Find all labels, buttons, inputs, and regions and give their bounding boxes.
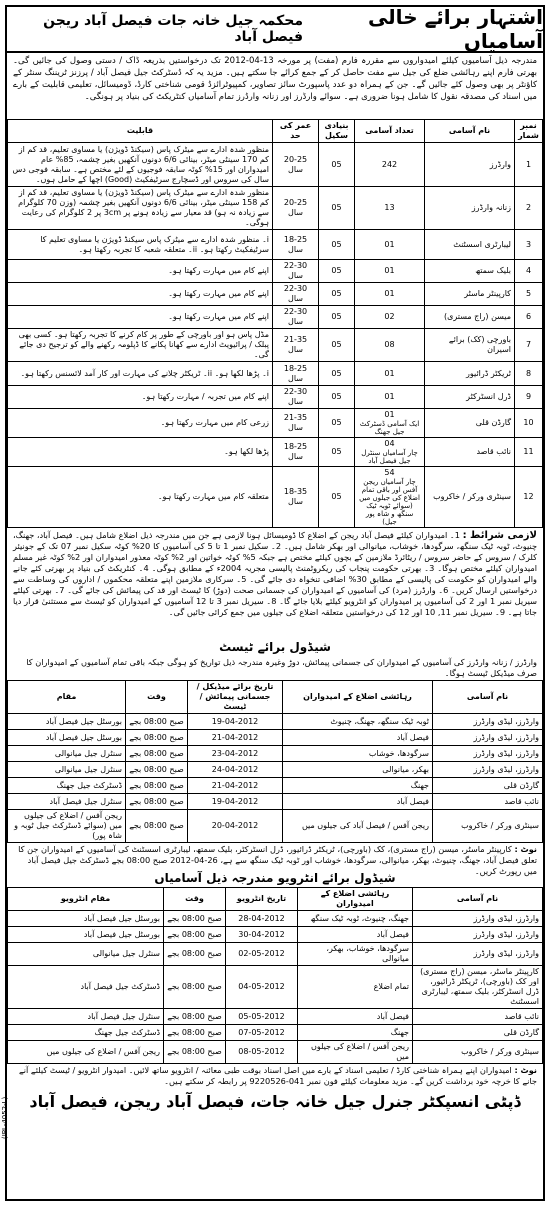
count-cell [355,260,425,283]
note-2-label: نوٹ : [514,1065,537,1075]
qualification-cell-text: i۔ پڑھا لکھا ہو۔ ii۔ ٹریکٹر چلانے کی مہارت اور کار آمد لائسنس رکھتا ہو۔ [20,368,269,378]
table-row [8,746,543,762]
serial-cell [515,438,543,467]
count-cell [355,306,425,329]
post-cell-text: کارپینٹر ماسٹر [464,289,511,298]
age-cell [273,362,319,386]
count-cell [355,143,425,187]
qualification-cell-text: منظور شدہ ادارے سے میٹرک پاس (سیکنڈ ڈویژن) یا مساوی تعلیم، قد کم از کم 158 سینٹی میٹر، بینائی 6/6 دونوں آنکھیں بغیر چشمہ (وزن 70 کلوگرام سے زیادہ نہ ہو) قد معیار سے زیادہ ہونے پر 3cm پر 2 کلوگرام کی رعایت ہوگی۔ [18,188,269,227]
scale-cell-text: 05 [331,340,342,349]
post-cell: وارڈرز، لیڈی وارڈرز [413,911,543,927]
count-cell-text: 01 [384,410,395,419]
post-cell: سینٹری ورکر / خاکروب [433,810,543,843]
header-serial: نمبر شمار [515,120,543,143]
post-cell-text: نائب قاصد [476,447,511,456]
table-row [8,230,543,260]
venue-cell: سنٹرل جیل میانوالی [8,762,126,778]
test-header-venue: مقام [8,681,126,714]
district-cell: ریجن آفس / اضلاع کی جیلوں میں [298,1041,413,1064]
table-row [8,386,543,409]
table-row [8,943,543,966]
scale-cell [319,143,355,187]
venue-cell: ڈسٹرکٹ جیل جھنگ [8,778,126,794]
interview-header-row [8,888,543,911]
age-cell-text: 22-30 سال [283,261,308,280]
post-cell [425,467,515,528]
count-cell-text: 02 [384,312,395,321]
age-cell [273,306,319,329]
count-cell [355,467,425,528]
time-cell: صبح 08:00 بجے [164,1025,226,1041]
post-cell-text: سینٹری ورکر / خاکروب [433,492,511,501]
age-cell [273,230,319,260]
serial-cell-text: 7 [525,340,532,349]
age-cell [273,438,319,467]
serial-cell [515,306,543,329]
post-cell [425,260,515,283]
post-cell: وارڈرز، لیڈی وارڈرز [413,943,543,966]
venue-cell: بورسٹل جیل فیصل آباد [8,927,164,943]
qualification-cell-text: زرعی کام میں مہارت رکھتا ہو۔ [160,418,269,427]
serial-cell-text: 12 [523,492,534,501]
header-post: نام آسامی [425,120,515,143]
time-cell: صبح 08:00 بجے [126,794,188,810]
count-cell-text: 01 [384,239,395,249]
test-schedule-table [7,680,543,843]
table-row [8,730,543,746]
conditions-paragraph [7,528,543,638]
date-cell: 20-04-2012 [188,810,283,843]
count-cell-text: 08 [384,340,395,349]
age-cell [273,467,319,528]
count-cell [355,409,425,438]
qualification-cell-text: منظور شدہ ادارے سے میٹرک پاس (سیکنڈ ڈویژن) یا مساوی تعلیم، قد کم از کم 170 سینٹی میٹر، بینائی 6/6 دونوں آنکھیں بغیر چشمہ، 85% عام امیدواران اور 15% کوٹہ سابقہ فوجیوں کے لئے مختص ہے۔ سابقہ فوجی دس سال کی سروس اور ڈسچارج سرٹیفکیٹ (Good) اچھا کے حامل ہوں۔ [12,144,269,184]
serial-cell [515,409,543,438]
interview-schedule-table [7,887,543,1064]
post-cell: وارڈرز، لیڈی وارڈرز [433,762,543,778]
serial-cell-text: 9 [525,392,532,401]
table-row [8,714,543,730]
table-row [8,927,543,943]
test-header-date: تاریخ برائے میڈیکل / جسمانی پیمائش / ٹیسٹ [188,681,283,714]
post-cell: وارڈرز، لیڈی وارڈرز [433,714,543,730]
age-cell-text: 18-25 سال [283,442,308,461]
date-cell: 19-04-2012 [188,714,283,730]
age-cell [273,143,319,187]
date-cell: 02-05-2012 [226,943,298,966]
interview-header-date: تاریخ انٹرویو [226,888,298,911]
scale-cell-text: 05 [331,418,342,427]
age-cell [273,283,319,306]
district-cell: فیصل آباد [283,730,433,746]
qualification-cell [8,143,273,187]
district-cell: ٹوبہ ٹیک سنگھ، جھنگ، چنیوٹ [283,714,433,730]
scale-cell [319,283,355,306]
post-cell: نائب قاصد [433,794,543,810]
date-cell: 19-04-2012 [188,794,283,810]
serial-cell-text: 1 [525,159,532,169]
qualification-cell [8,306,273,329]
qualification-cell [8,230,273,260]
qualification-cell-text: اپنے کام میں تجربہ / مہارت رکھتا ہو۔ [141,392,269,401]
count-note: چار آسامیاں سنٹرل جیل فیصل آباد [361,449,418,465]
ipl-code: (IPL-4052-L) [1,1096,9,1139]
post-cell: کارپینٹر ماسٹر، میسن (راج مستری) اور کک (باورچی)، ٹریکٹر ڈرائیور، ڈرل انسٹرکٹر، بلیک سمتھ، لیبارٹری اسسٹنٹ [413,966,543,1009]
venue-cell: سنٹرل جیل میانوالی [8,746,126,762]
post-cell [425,143,515,187]
district-cell: جھنگ [298,1025,413,1041]
posts-table [7,119,543,528]
age-cell [273,260,319,283]
conditions-label: لازمی شرائط : [462,530,538,541]
note-2-text: امیدواران اپنے ہمراہ شناختی کارڈ / تعلیمی اسناد کے بارے میں اصل اسناد بوقت طبی معائنہ / انٹرویو ساتھ لائیں۔ امیدوار انٹرویو / ٹیسٹ کیلئے آنے جانے کا خرچہ خود برداشت کریں گے۔ مزید معلومات کیلئے فون نمبر 041-9220526 پر رابطہ کر سکتے ہیں۔ [18,1065,537,1086]
age-cell [273,187,319,230]
count-cell-text: 01 [384,368,395,378]
table-row [8,283,543,306]
post-cell-text: ٹریکٹر ڈرائیور [466,368,511,378]
serial-cell [515,260,543,283]
post-cell [425,283,515,306]
serial-cell [515,187,543,230]
serial-cell-text: 2 [525,203,532,212]
scale-cell [319,260,355,283]
scale-cell [319,362,355,386]
time-cell: صبح 08:00 بجے [164,943,226,966]
venue-cell: سنٹرل جیل میانوالی [8,943,164,966]
date-cell: 21-04-2012 [188,730,283,746]
table-row [8,911,543,927]
ad-subtitle: محکمہ جیل خانہ جات فیصل آباد ریجن فیصل آباد [43,13,304,45]
date-cell: 24-04-2012 [188,762,283,778]
post-cell-text: میسن (راج مستری) [443,312,511,321]
age-cell [273,329,319,362]
age-cell-text: 20-25 سال [283,198,308,217]
serial-cell-text: 6 [525,312,532,321]
header-age: عمر کی حد [273,120,319,143]
serial-cell [515,143,543,187]
scale-cell [319,467,355,528]
scale-cell-text: 05 [331,266,342,275]
scale-cell [319,187,355,230]
post-cell: نائب قاصد [413,1009,543,1025]
qualification-cell [8,260,273,283]
interview-header-district: رہائشی اضلاع کے امیدواران [298,888,413,911]
count-cell [355,329,425,362]
test-header-row [8,681,543,714]
qualification-cell [8,438,273,467]
date-cell: 30-04-2012 [226,927,298,943]
count-cell-text: 01 [384,392,395,401]
qualification-cell [8,386,273,409]
time-cell: صبح 08:00 بجے [164,1009,226,1025]
serial-cell [515,230,543,260]
post-cell [425,438,515,467]
header-count: تعداد آسامی [355,120,425,143]
age-cell-text: 20-25 سال [283,154,308,174]
serial-cell-text: 5 [525,289,532,298]
time-cell: صبح 08:00 بجے [126,746,188,762]
serial-cell-text: 3 [525,239,532,249]
district-cell: جھنگ، چنیوٹ، ٹوبہ ٹیک سنگھ [298,911,413,927]
serial-cell-text: 10 [523,418,534,427]
serial-cell [515,362,543,386]
qualification-cell-text: متعلقہ کام میں مہارت رکھتا ہو۔ [157,492,269,501]
date-cell: 23-04-2012 [188,746,283,762]
ad-title: اشتہار برائے خالی آسامیاں [367,5,543,53]
district-cell: فیصل آباد [298,927,413,943]
age-cell-text: 22-30 سال [283,307,308,326]
serial-cell-text: 4 [525,266,532,275]
count-cell [355,230,425,260]
scale-cell-text: 05 [331,492,342,501]
table-row [8,966,543,1009]
intro-paragraph: مندرجہ ذیل آسامیوں کیلئے امیدواروں سے مقررہ فارم (مفت) پر مورخہ 13-04-2012 تک درخواستیں بذریعہ ڈاک / دستی وصول کی جائیں گی۔ بھرتی فارم اپنے رہائشی ضلع کی جیل سے مفت حاصل کر کے جمع کرائے جا سکتے ہیں۔ مزید یہ کہ ڈسٹرکٹ جیل فیصل آباد / پرزنز ٹریننگ سنٹر کے کاؤنٹر پر بھی وصول کئے جائیں گے۔ جن کے ہمراہ دو عدد پاسپورٹ سائز تصاویر، کمپیوٹرائزڈ قومی شناختی کارڈ، ڈومیسائل، تعلیمی قابلیت کے بارے میں اسناد کی مصدقہ نقول کا شامل ہونا ضروری ہے۔ سوائے وارڈرز اور زنانہ وارڈرز تمام آسامیاں کنٹریکٹ کی بنیاد پر ہونگی۔ [13,56,538,102]
test-header-post: نام آسامی [433,681,543,714]
venue-cell: بورسٹل جیل فیصل آباد [8,911,164,927]
test-header-district: رہائشی اضلاع کے امیدواران [283,681,433,714]
district-cell: تمام اضلاع [298,966,413,1009]
table-row [8,778,543,794]
header-scale: بنیادی سکیل [319,120,355,143]
post-cell [425,362,515,386]
signature: ڈپٹی انسپکٹر جنرل جیل خانہ جات، فیصل آباد ریجن، فیصل آباد [29,1092,521,1111]
age-cell-text: 22-30 سال [283,284,308,303]
venue-cell: ڈسٹرکٹ جیل فیصل آباد [8,966,164,1009]
venue-cell: سنٹرل جیل فیصل آباد [8,794,126,810]
posts-header-row [8,120,543,143]
count-note: ایک آسامی ڈسٹرکٹ جیل جھنگ [359,420,420,436]
post-cell-text: لیبارٹری اسسٹنٹ [453,239,511,249]
time-cell: صبح 08:00 بجے [126,778,188,794]
post-cell-text: باورچی (کک) برائے اسیران [448,335,511,354]
count-cell-text: 04 [384,439,395,448]
count-cell [355,187,425,230]
interview-header-venue: مقام انٹرویو [8,888,164,911]
post-cell: وارڈرز، لیڈی وارڈرز [413,927,543,943]
scale-cell [319,306,355,329]
count-cell [355,438,425,467]
venue-cell: سنٹرل جیل فیصل آباد [8,1009,164,1025]
venue-cell: ڈسٹرکٹ جیل جھنگ [8,1025,164,1041]
table-row [8,438,543,467]
table-row [8,1009,543,1025]
post-cell [425,187,515,230]
qualification-cell-text: اپنے کام میں مہارت رکھتا ہو۔ [168,312,269,321]
time-cell: صبح 08:00 بجے [126,762,188,778]
table-row [8,187,543,230]
post-cell: وارڈرز، لیڈی وارڈرز [433,730,543,746]
scale-cell [319,409,355,438]
count-cell-text: 01 [384,289,395,298]
table-row [8,329,543,362]
interview-header-time: وقت [164,888,226,911]
venue-cell: بورسٹل جیل فیصل آباد [8,714,126,730]
district-cell: فیصل آباد [298,1009,413,1025]
district-cell: سرگودھا، خوشاب [283,746,433,762]
table-row [8,467,543,528]
serial-cell [515,283,543,306]
scale-cell [319,438,355,467]
count-cell [355,283,425,306]
note-1 [7,843,543,876]
table-row [8,762,543,778]
qualification-cell [8,329,273,362]
time-cell: صبح 08:00 بجے [164,966,226,1009]
qualification-cell-text: مڈل پاس ہو اور باورچی کے طور پر کام کرنے کا تجربہ رکھتا ہو۔ کسی بھی پبلک / پرائیویٹ ادارے سے کھانا پکانے کا ڈپلومہ رکھنے والے کو ترجیح دی جائے گی۔ [18,330,269,359]
venue-cell: ریجن آفس / اضلاع کی جیلوں میں [8,1041,164,1064]
venue-cell: ریجن آفس / اضلاع کی جیلوں میں (سوائے ڈسٹرکٹ جیل ٹوبہ و شاہ پور) [8,810,126,843]
note-2 [7,1064,543,1090]
time-cell: صبح 08:00 بجے [126,810,188,843]
advertisement-page [1,5,545,1201]
interview-header-post: نام آسامی [413,888,543,911]
qualification-cell-text: پڑھا لکھا ہو۔ [224,447,269,456]
test-schedule-heading: شیڈول برائے ٹیسٹ [219,640,331,654]
date-cell: 28-04-2012 [226,911,298,927]
count-cell-text: 13 [384,203,395,212]
qualification-cell [8,467,273,528]
post-cell [425,409,515,438]
table-row [8,362,543,386]
header-qualification: قابلیت [8,120,273,143]
post-cell: گارڈن قلی [413,1025,543,1041]
serial-cell [515,467,543,528]
post-cell-text: گارڈن قلی [475,418,511,427]
table-row [8,1025,543,1041]
test-schedule-intro: وارڈرز / زنانہ وارڈرز کی آسامیوں کے امیدواران کی جسمانی پیمائش، دوڑ وغیرہ مندرجہ ذیل تواریخ کو ہوگی جبکہ باقی تمام آسامیوں کے امیدواران کا صرف میڈیکل ٹیسٹ ہوگا۔ [26,657,537,678]
post-cell-text: وارڈرز [489,159,511,169]
date-cell: 05-05-2012 [226,1009,298,1025]
qualification-cell-text: اپنے کام میں مہارت رکھتا ہو۔ [168,266,269,275]
note-1-text: کارپینٹر ماسٹر، میسن (راج مستری)، کک (باورچی)، ٹریکٹر ڈرائیور، ڈرل انسٹرکٹر، بلیک سمتھ، لیبارٹری اسسٹنٹ کی آسامیوں کے امیدواران جن کا تعلق فیصل آباد، جھنگ، چنیوٹ، بھکر، میانوالی، سرگودھا، خوشاب اور ٹوبہ ٹیک سنگھ سے ہے، 26-04-2012 صبح 08:00 بجے ڈسٹرکٹ جیل فیصل آباد میں رپورٹ کریں۔ [18,844,537,876]
serial-cell [515,386,543,409]
count-cell [355,362,425,386]
scale-cell-text: 05 [331,368,342,378]
scale-cell [319,386,355,409]
scale-cell [319,329,355,362]
count-note: چار آسامیاں ریجن آفس اور باقی تمام اضلاع کی جیلوں میں (سوائے ٹوبہ ٹیک سنگھ و شاہ پور جیل) [359,478,420,526]
age-cell-text: 21-35 سال [283,413,308,432]
table-row [8,794,543,810]
qualification-cell [8,362,273,386]
post-cell-text: ڈرل انسٹرکٹر [466,392,511,401]
qualification-cell [8,409,273,438]
district-cell: بھکر، میانوالی [283,762,433,778]
scale-cell-text: 05 [331,312,342,321]
serial-cell-text: 8 [525,368,532,378]
serial-cell-text: 11 [523,447,534,456]
age-cell [273,386,319,409]
qualification-cell-text: i۔ منظور شدہ ادارے سے میٹرک پاس سیکنڈ ڈویژن یا مساوی تعلیم کا سرٹیفکیٹ رکھتا ہو۔ ii۔ متعلقہ شعبہ کا تجربہ رکھتا ہو۔ [40,234,269,254]
table-row [8,810,543,843]
note-1-label: نوٹ : [514,844,537,854]
scale-cell-text: 05 [331,203,342,212]
date-cell: 21-04-2012 [188,778,283,794]
title-bar [7,7,543,53]
date-cell: 07-05-2012 [226,1025,298,1041]
count-cell-text: 01 [384,266,395,275]
time-cell: صبح 08:00 بجے [126,730,188,746]
date-cell: 08-05-2012 [226,1041,298,1064]
count-cell [355,386,425,409]
serial-cell [515,329,543,362]
count-cell-text: 242 [381,159,398,169]
time-cell: صبح 08:00 بجے [164,927,226,943]
age-cell-text: 18-35 سال [283,487,308,506]
time-cell: صبح 08:00 بجے [126,714,188,730]
scale-cell-text: 05 [331,289,342,298]
post-cell [425,386,515,409]
scale-cell-text: 05 [331,392,342,401]
interview-schedule-heading: شیڈول برائے انٹرویو مندرجہ ذیل آسامیاں [154,871,396,885]
post-cell [425,306,515,329]
table-row [8,260,543,283]
post-cell [425,329,515,362]
table-row [8,306,543,329]
table-row [8,143,543,187]
table-row [8,1041,543,1064]
post-cell-text: زنانہ وارڈرز [471,203,511,212]
age-cell-text: 22-30 سال [283,387,308,406]
district-cell: سرگودھا، خوشاب، بھکر، میانوالی [298,943,413,966]
date-cell: 04-05-2012 [226,966,298,1009]
age-cell-text: 18-25 سال [283,234,308,254]
qualification-cell-text: اپنے کام میں مہارت رکھتا ہو۔ [168,289,269,298]
district-cell: جھنگ [283,778,433,794]
scale-cell-text: 05 [331,447,342,456]
age-cell-text: 21-35 سال [283,335,308,354]
age-cell-text: 18-25 سال [283,363,308,383]
post-cell-text: بلیک سمتھ [475,266,511,275]
scale-cell-text: 05 [331,239,342,249]
post-cell: گارڈن قلی [433,778,543,794]
qualification-cell [8,283,273,306]
time-cell: صبح 08:00 بجے [164,1041,226,1064]
qualification-cell [8,187,273,230]
count-cell-text: 54 [384,468,395,477]
conditions-text: 1۔ امیدواران کیلئے فیصل آباد ریجن کے اضلاع کا ڈومیسائل ہونا لازمی ہے جن میں مندرجہ ذیل اضلاع شامل ہیں۔ فیصل آباد، جھنگ، چنیوٹ، ٹوبہ ٹیک سنگھ، سرگودھا، خوشاب، میانوالی اور بھکر شامل ہیں۔ 2۔ سکیل نمبر 1 تا 5 کی آسامیوں کا 20% کوٹہ سکیل نمبر 07 تک کے جونیئر کلرک / سروس کے حاضر سروس / ریٹائرڈ ملازمین کے بچوں کیلئے مختص ہے جبکہ 5% کوٹہ خواتین اور 2% کوٹہ معذور امیدواران اور 2% کوٹہ غیر مسلم امیدواران کیلئے مختص ہوگا۔ 3۔ بھرتی حکومت پنجاب کی ریکروٹمنٹ پالیسی مجریہ 2004ء کے مطابق ہوگی۔ 4۔ کنٹریکٹ کی بنیاد پر بھرتی کئے جانے والے امیدواران کو حکومت کی پالیسی کے مطابق 30% اضافی تنخواہ دی جائے گی۔ 5۔ سرکاری ملازمین اپنے متعلقہ محکموں / اداروں کی وساطت سے درخواستیں ارسال کریں۔ 6۔ وارڈرز (مرد) کی آسامیوں کے امیدواران کی جسمانی صحت (دوڑ) کا ٹیسٹ اور قد کی پیمائش کی جائے گی۔ 7۔ بھرتی کیلئے سیریل نمبر 1 اور 2 کی آسامیوں پر امیدواران کو انٹرویو کیلئے بلایا جائے گا۔ 8۔ سیریل نمبر 3 تا 12 آسامیوں کے امیدواران کو ٹیسٹ سے مستثنیٰ قرار دیا جاتا ہے۔ 9۔ سیریل نمبر 11, 10 اور 12 کی درخواستیں متعلقہ اضلاع کی جیلوں میں جمع کرائی جائیں گی۔ [13,530,538,617]
table-row [8,409,543,438]
post-cell: وارڈرز، لیڈی وارڈرز [433,746,543,762]
district-cell: فیصل آباد [283,794,433,810]
venue-cell: بورسٹل جیل فیصل آباد [8,730,126,746]
scale-cell [319,230,355,260]
post-cell: سینٹری ورکر / خاکروب [413,1041,543,1064]
post-cell [425,230,515,260]
time-cell: صبح 08:00 بجے [164,911,226,927]
scale-cell-text: 05 [331,159,342,169]
district-cell: ریجن آفس / فیصل آباد کی جیلوں میں [283,810,433,843]
test-header-time: وقت [126,681,188,714]
age-cell [273,409,319,438]
